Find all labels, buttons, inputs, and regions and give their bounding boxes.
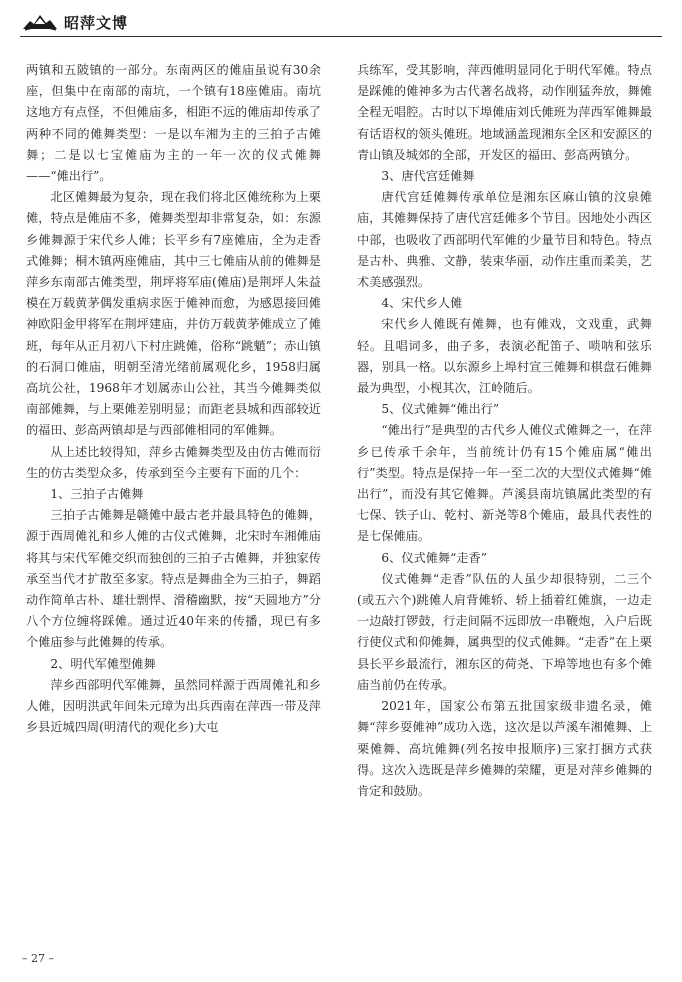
section-heading: 6、仪式傩舞“走香” — [381, 550, 487, 565]
section-heading: 2、明代军傩型傩舞 — [50, 656, 156, 671]
section-heading: 5、仪式傩舞“傩出行” — [381, 402, 500, 417]
paragraph: 北区傩舞最为复杂，现在我们将北区傩统称为上栗傩，特点是傩庙不多，傩舞类型却非常复杂，如：东源乡傩舞源于宋代乡人傩；长平乡有7座傩庙，全为走香式傩舞；桐木镇两座傩庙，其中三七傩庙从前的傩舞是萍乡东南部古傩类型，荆坪将军庙(傩庙)是荆坪人朱益模在万载黄茅偶发重病求医于傩神而愈，为感恩接回傩神欧阳金甲将军在荆坪建庙，并仿万载黄茅傩成立了傩班，每年从正月初八下村庄跳傩，俗称“跳魈”；赤山镇的石洞口傩庙，明朝至清光绪前属观化乡，1958归属高坑公社，1968年才划属赤山公社，其当今傩舞类似南部傩舞，与上栗傩差别明显；而距老县城和西部较近的福田、彭高两镇却是与西部傩相同的军傩舞。 — [26, 190, 321, 438]
section-heading: 3、唐代宫廷傩舞 — [381, 169, 475, 184]
mountain-logo-icon — [22, 12, 58, 36]
paragraph: 仪式傩舞“走香”队伍的人虽少却很特别，二三个(或五六个)跳傩人肩背傩轿、轿上插着红傩旗，一边走一边敲打锣鼓，行走间隔不远即放一串鞭炮，入户后既行使仪式和仰傩舞，属典型的仪式傩舞。“走香”在上栗县长平乡最流行，湘东区的荷尧、下埠等地也有多个傩庙当前仍在传承。 — [357, 571, 652, 692]
paragraph: “傩出行”是典型的古代乡人傩仪式傩舞之一，在萍乡已传承千余年，当前统计仍有15个傩庙属“傩出行”类型。特点是保持一年一至二次的大型仪式傩舞“傩出行”，而没有其它傩舞。芦溪县南坑镇属此类型的有七保、铁子山、乾村、新尧等8个傩庙，最具代表性的是七保傩庙。 — [357, 423, 652, 544]
page-number: – 27 – — [22, 952, 54, 965]
paragraph: 2021年，国家公布第五批国家级非遗名录，傩舞“萍乡耍傩神”成功入选，这次是以芦溪车湘傩舞、上栗傩舞、高坑傩舞(列名按申报顺序)三家打捆方式获得。这次入选既是萍乡傩舞的荣耀，更是对萍乡傩舞的肯定和鼓励。 — [357, 699, 652, 798]
section-heading: 4、宋代乡人傩 — [381, 296, 463, 311]
right-column — [357, 60, 652, 802]
paragraph: 两镇和五陂镇的一部分。东南两区的傩庙虽说有30余座，但集中在南部的南坑，一个镇有18座傩庙。南坑这地方有点怪，不但傩庙多，相距不远的傩庙却传承了两种不同的傩舞类型：一是以车湘为主的三拍子古傩舞；二是以七宝傩庙为主的一年一次的仪式傩舞——“傩出行”。 — [26, 63, 321, 184]
paragraph: 唐代宫廷傩舞传承单位是湘东区麻山镇的汶泉傩庙，其傩舞保持了唐代宫廷傩多个节目。因地处小西区中部，也吸收了西部明代军傩的少量节目和特色。特点是古朴、典雅、文静，装束华丽，动作庄重而柔美，艺术美感强烈。 — [357, 190, 652, 290]
page-header — [20, 8, 662, 36]
section-heading: 1、三拍子古傩舞 — [50, 487, 144, 502]
left-column — [26, 60, 321, 739]
paragraph: 宋代乡人傩既有傩舞，也有傩戏，文戏重，武舞轻。且唱词多，曲子多，表演必配笛子、唢呐和弦乐器，别具一格。以东源乡上埠村宣三傩舞和棋盘石傩舞最为典型，小枧其次，江岭随后。 — [357, 317, 652, 396]
header-rule — [20, 36, 662, 37]
paragraph: 萍乡西部明代军傩舞，虽然同样源于西周傩礼和乡人傩，因明洪武年间朱元璋为出兵西南在萍西一带及萍乡县近城四周(明清代的观化乡)大屯 — [26, 677, 321, 735]
brand-title: 昭萍文博 — [64, 14, 129, 32]
paragraph: 兵练军，受其影响，萍西傩明显同化于明代军傩。特点是踩傩的傩神多为古代著名战将，动作刚猛奔放，舞傩全程无唱腔。古时以下埠傩庙刘氏傩班为萍西军傩舞最有话语权的领头傩班。地域涵盖现湘东全区和安源区的青山镇及城郊的全部，开发区的福田、彭高两镇分。 — [357, 63, 652, 162]
paragraph: 从上述比较得知，萍乡古傩舞类型及由仿古傩而衍生的仿古类型众多，传承到至今主要有下面的几个： — [26, 444, 321, 480]
paragraph: 三拍子古傩舞是赣傩中最古老并最具特色的傩舞，源于西周傩礼和乡人傩的古仪式傩舞，北宋时车湘傩庙将其与宋代军傩交织而独创的三拍子古傩舞，并独家传承至当代才扩散至多家。特点是舞曲全为三拍子，舞蹈动作简单古朴、雄壮剽悍、滑稽幽默，按“天圆地方”分八个方位缠将踩傩。通过近40年来的传播，现已有多个傩庙参与此傩舞的传承。 — [26, 508, 321, 650]
